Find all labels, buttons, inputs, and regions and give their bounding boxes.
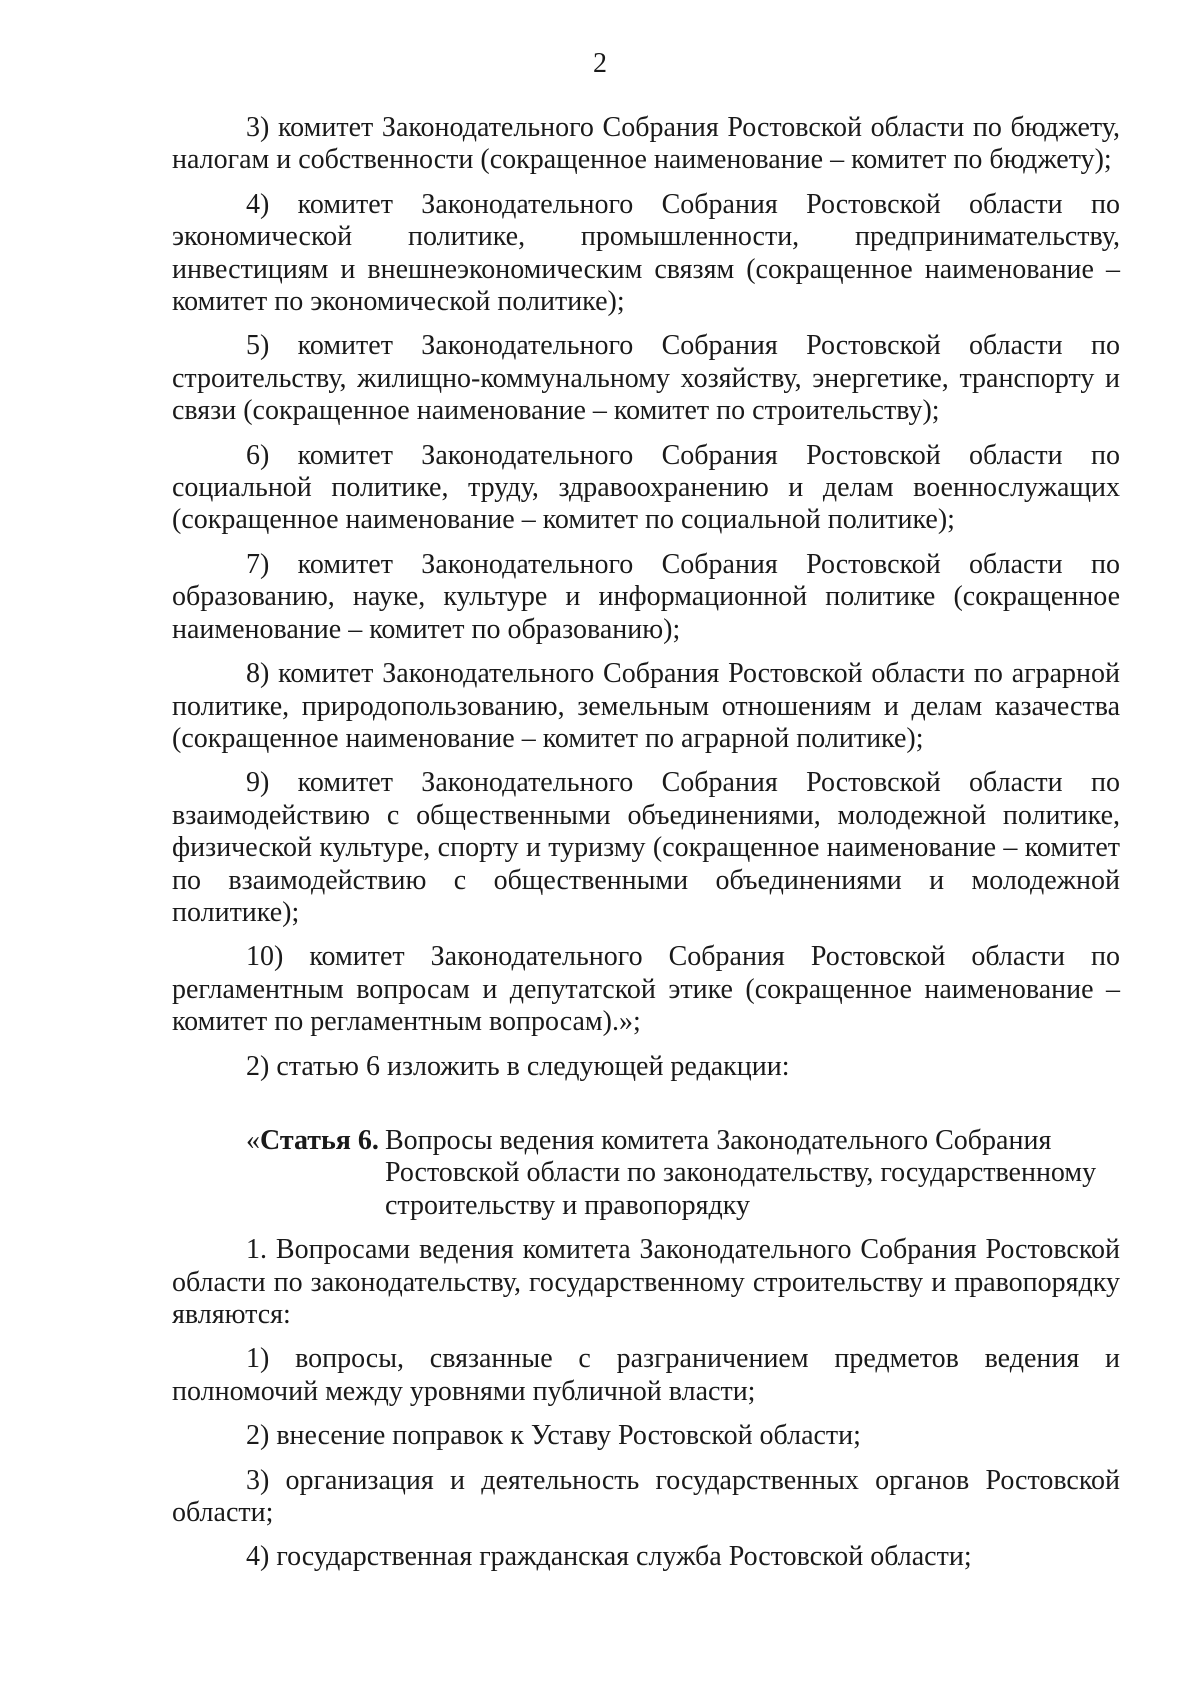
paragraph-item-6: 6) комитет Законодательного Собрания Ростовской области по социальной политике, труду, здравоохранению и делам военнослужащих (сокращенное наименование – комитет по социальной политике); <box>172 439 1120 536</box>
article-title: Вопросы ведения комитета Законодательного Собрания Ростовской области по законодательству, государственному строительству и правопорядку <box>384 1124 1097 1221</box>
paragraph-subclause-4: 4) государственная гражданская служба Ростовской области; <box>246 1541 972 1573</box>
paragraph-item-9: 9) комитет Законодательного Собрания Ростовской области по взаимодействию с общественными объединениями, молодежной политике, физической культуре, спорту и туризму (сокращенное наименование – комитет по взаимодействию с общественными объединениями и молодежной политике); <box>172 767 1120 928</box>
page-number: 2 <box>593 48 607 79</box>
article-label <box>246 1125 379 1222</box>
paragraph-clause-1: 1. Вопросами ведения комитета Законодательного Собрания Ростовской области по законодательству, государственному строительству и правопорядку являются: <box>172 1234 1120 1330</box>
article-number: Статья 6. <box>260 1124 379 1156</box>
article-heading <box>246 1125 1120 1222</box>
paragraph-subclause-1: 1) вопросы, связанные с разграничением предметов ведения и полномочий между уровнями публичной власти; <box>172 1343 1120 1407</box>
paragraph-item-7: 7) комитет Законодательного Собрания Ростовской области по образованию, науке, культуре и информационной политике (сокращенное наименование – комитет по образованию); <box>172 548 1120 645</box>
document-body <box>172 112 1120 1586</box>
paragraph-subclause-3: 3) организация и деятельность государственных органов Ростовской области; <box>172 1464 1120 1529</box>
paragraph-amendment-2: 2) статью 6 изложить в следующей редакции: <box>246 1050 790 1082</box>
paragraph-item-5: 5) комитет Законодательного Собрания Ростовской области по строительству, жилищно-коммунальному хозяйству, энергетике, транспорту и связи (сокращенное наименование – комитет по строительству); <box>172 330 1120 427</box>
paragraph-item-3: 3) комитет Законодательного Собрания Ростовской области по бюджету, налогам и собственности (сокращенное наименование – комитет по бюджету); <box>172 112 1120 176</box>
paragraph-subclause-2: 2) внесение поправок к Уставу Ростовской области; <box>246 1420 861 1452</box>
paragraph-item-8: 8) комитет Законодательного Собрания Ростовской области по аграрной политике, природопользованию, земельным отношениям и делам казачества (сокращенное наименование – комитет по аграрной политике); <box>172 658 1120 754</box>
paragraph-item-4: 4) комитет Законодательного Собрания Ростовской области по экономической политике, промышленности, предпринимательству, инвестициям и внешнеэкономическим связям (сокращенное наименование – комитет по экономической политике); <box>172 188 1120 318</box>
paragraph-item-10: 10) комитет Законодательного Собрания Ростовской области по регламентным вопросам и депутатской этике (сокращенное наименование – комитет по регламентным вопросам).»; <box>172 941 1120 1038</box>
quote-open: « <box>246 1124 260 1156</box>
